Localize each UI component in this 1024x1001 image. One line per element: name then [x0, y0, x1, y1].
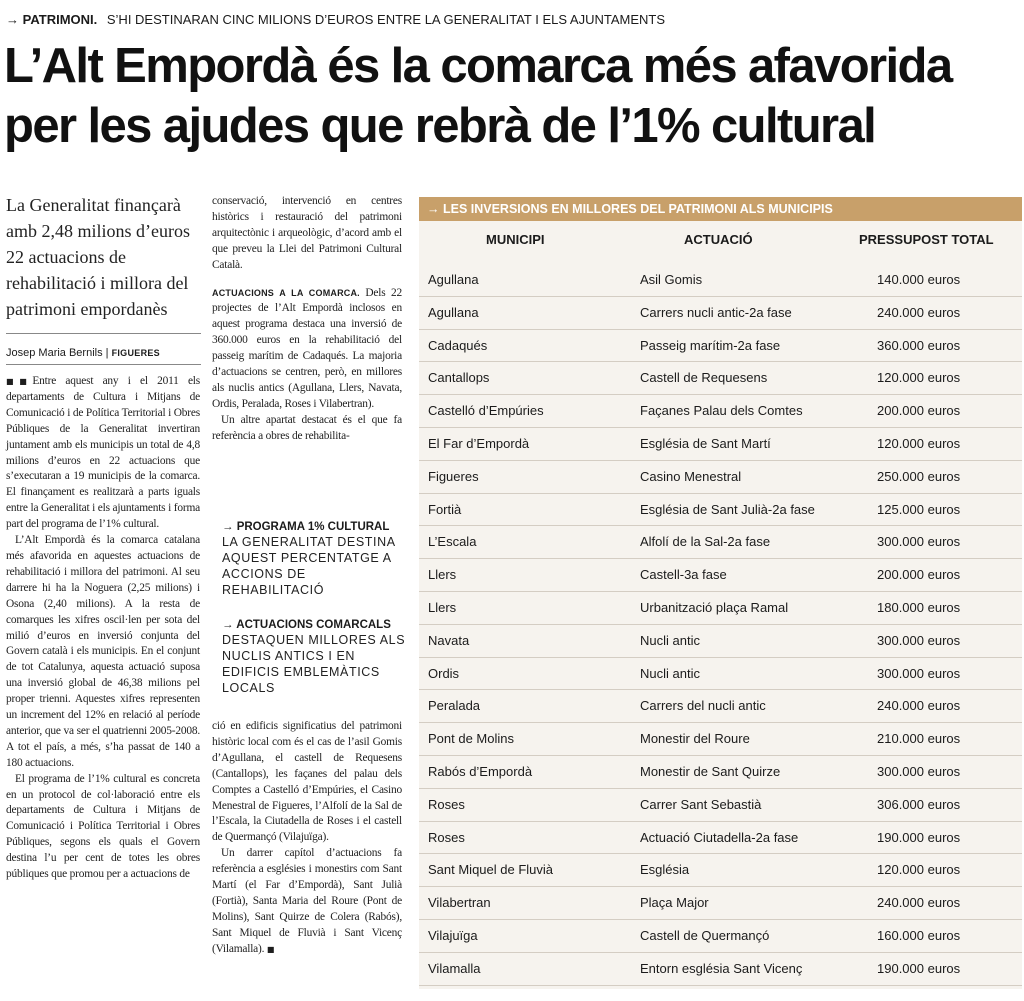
- cell-pressupost: 120.000 euros: [877, 862, 961, 878]
- table-row: [419, 330, 1022, 363]
- table-row: [419, 723, 1022, 756]
- cell-pressupost: 210.000 euros: [877, 731, 961, 747]
- body-paragraph: El programa de l’1% cultural es concreta en un protocol de col·laboració entre els departaments de Cultura i Mitjans de Comunicació i Política Territorial i Obres Públiques, segons els quals el Govern destina l’u per cent de totes les obres públiques que promou per a actuacions de: [6, 772, 200, 881]
- table-row: [419, 854, 1022, 887]
- cell-municipi: L’Escala: [428, 534, 477, 550]
- cell-actuacio: Església: [640, 862, 690, 878]
- cell-municipi: Roses: [428, 796, 465, 812]
- byline: [6, 346, 201, 365]
- cell-pressupost: 125.000 euros: [877, 501, 961, 517]
- cell-municipi: Navata: [428, 632, 470, 648]
- cell-pressupost: 300.000 euros: [877, 632, 961, 648]
- table-row: [419, 297, 1022, 330]
- pullquote-text: DESTAQUEN MILLORES ALS NUCLIS ANTICS I EN EDIFICIS EMBLEMÀTICS LOCALS: [222, 633, 406, 695]
- cell-pressupost: 300.000 euros: [877, 763, 961, 779]
- kicker-section: PATRIMONI.: [22, 12, 98, 27]
- column-header-actuacio: ACTUACIÓ: [684, 232, 753, 247]
- cell-pressupost: 240.000 euros: [877, 895, 961, 911]
- cell-actuacio: Església de Sant Martí: [640, 435, 771, 451]
- cell-municipi: Vilabertran: [428, 895, 491, 911]
- pullquote: [222, 618, 406, 696]
- pullquote-text: LA GENERALITAT DESTINA AQUEST PERCENTATGE A ACCIONS DE REHABILITACIÓ: [222, 535, 395, 597]
- table-title: → LES INVERSIONS EN MILLORES DEL PATRIMONI ALS MUNICIPIS: [419, 197, 1022, 221]
- cell-actuacio: Alfolí de la Sal-2a fase: [640, 534, 771, 550]
- cell-actuacio: Església de Sant Julià-2a fase: [640, 501, 815, 517]
- table-row: [419, 494, 1022, 527]
- table-row: [419, 592, 1022, 625]
- table-body: [419, 264, 1022, 986]
- cell-municipi: Cantallops: [428, 370, 490, 386]
- table-row: [419, 559, 1022, 592]
- cell-municipi: Vilajuïga: [428, 927, 478, 943]
- body-column-1: [6, 374, 200, 883]
- headline-line-1: L’Alt Empordà és la comarca més afavorida: [4, 39, 952, 93]
- cell-municipi: Rabós d’Empordà: [428, 763, 533, 779]
- cell-pressupost: 190.000 euros: [877, 960, 961, 976]
- cell-actuacio: Carrer Sant Sebastià: [640, 796, 762, 812]
- cell-actuacio: Actuació Ciutadella-2a fase: [640, 829, 799, 845]
- column-header-municipi: MUNICIPI: [486, 232, 545, 247]
- cell-actuacio: Passeig marítim-2a fase: [640, 337, 781, 353]
- body-paragraph: L’Alt Empordà és la comarca catalana més afavorida en aquestes actuacions de rehabilitació i millora del patrimoni. Al seu darrere hi ha la Noguera (2,25 milions) i Osona (2,40 milions). A la resta de comarques les xifres oscil·len per sota del milió d’euros en inversió conjunta del Govern català i els municipis. En el conjunt de tot Catalunya, aquesta actuació suposa una inversió global de 46,38 milions pel proper trienni. Aquestes xifres representen un increment del 12% en relació al període anterior, que va ser el quatrienni 2005-2008. A tot el país, a més, s’ha passat de 140 a 180 actuacions.: [6, 534, 200, 769]
- table-row: [419, 625, 1022, 658]
- byline-author: Josep Maria Bernils: [6, 347, 103, 359]
- divider: [6, 333, 201, 334]
- lead-paragraph: La Generalitat finançarà amb 2,48 milions d’euros 22 actuacions de rehabilitació i millora del patrimoni empordanès: [6, 195, 190, 319]
- subhead: ACTUACIONS A LA COMARCA.: [212, 287, 360, 298]
- table-row: [419, 362, 1022, 395]
- cell-actuacio: Monestir de Sant Quirze: [640, 763, 781, 779]
- cell-municipi: Castelló d’Empúries: [428, 403, 544, 419]
- cell-actuacio: Castell de Quermançó: [640, 927, 770, 943]
- body-paragraph: conservació, intervenció en centres històrics i restauració del patrimoni arquitectònic i arqueològic, d’acord amb el que preveu la Llei del Patrimoni Cultural Català.: [212, 195, 402, 271]
- cell-pressupost: 120.000 euros: [877, 435, 961, 451]
- table-row: [419, 658, 1022, 691]
- cell-actuacio: Castell-3a fase: [640, 567, 727, 583]
- headline: [4, 36, 1020, 156]
- body-paragraph: ACTUACIONS A LA COMARCA. Dels 22 projectes de l’Alt Empordà inclosos en aquest programa destaca una inversió de 360.000 euros en la rehabilitació del passeig marítim de Cadaqués. La majoria d’actuacions se centren, però, en millores als nuclis antics (Agullana, Llers, Navata, Ordis, Peralada, Roses i Vilabertran).: [212, 286, 402, 410]
- byline-separator: |: [105, 347, 109, 359]
- cell-pressupost: 300.000 euros: [877, 534, 961, 550]
- cell-pressupost: 240.000 euros: [877, 698, 961, 714]
- cell-municipi: El Far d’Empordà: [428, 435, 530, 451]
- cell-pressupost: 306.000 euros: [877, 796, 961, 812]
- cell-actuacio: Asil Gomis: [640, 272, 703, 287]
- cell-actuacio: Plaça Major: [640, 895, 709, 911]
- cell-municipi: Vilamalla: [428, 960, 481, 976]
- cell-actuacio: Carrers del nucli antic: [640, 698, 766, 714]
- table-row: [419, 756, 1022, 789]
- table-row: [419, 461, 1022, 494]
- body-column-2-top: [212, 194, 402, 445]
- cell-actuacio: Façanes Palau dels Comtes: [640, 403, 803, 419]
- table-row: [419, 920, 1022, 953]
- cell-actuacio: Urbanització plaça Ramal: [640, 599, 789, 615]
- cell-pressupost: 200.000 euros: [877, 403, 961, 419]
- investments-table: [419, 197, 1022, 989]
- cell-actuacio: Nucli antic: [640, 632, 700, 648]
- cell-actuacio: Nucli antic: [640, 665, 700, 681]
- cell-municipi: Llers: [428, 567, 457, 583]
- cell-municipi: Figueres: [428, 468, 479, 484]
- column-header-pressupost: PRESSUPOST TOTAL: [859, 232, 994, 247]
- cell-municipi: Peralada: [428, 698, 481, 714]
- cell-pressupost: 240.000 euros: [877, 304, 961, 320]
- cell-pressupost: 360.000 euros: [877, 337, 961, 353]
- kicker: [6, 12, 1016, 28]
- table-row: [419, 953, 1022, 986]
- cell-actuacio: Castell de Requesens: [640, 370, 768, 386]
- cell-pressupost: 190.000 euros: [877, 829, 961, 845]
- table-row: [419, 690, 1022, 723]
- cell-pressupost: 140.000 euros: [877, 272, 961, 287]
- end-marker-icon: ■: [266, 944, 274, 954]
- cell-municipi: Agullana: [428, 304, 479, 320]
- table-header: [419, 225, 1022, 255]
- cell-actuacio: Carrers nucli antic-2a fase: [640, 304, 792, 320]
- cell-pressupost: 180.000 euros: [877, 599, 961, 615]
- cell-municipi: Sant Miquel de Fluvià: [428, 862, 554, 878]
- table-row: [419, 428, 1022, 461]
- table-row: [419, 395, 1022, 428]
- cell-pressupost: 120.000 euros: [877, 370, 961, 386]
- cell-pressupost: 160.000 euros: [877, 927, 961, 943]
- cell-municipi: Agullana: [428, 272, 479, 287]
- body-paragraph: ■■Entre aquest any i el 2011 els departaments de Cultura i Mitjans de Comunicació i de Política Territorial i Obres Públiques de la Generalitat invertiran juntament amb els municipis un total de 4,8 milions d’euros en 22 actuacions que s’executaran a 19 municipis de la comarca. El finançament es realitzarà a parts iguals entre la Generalitat i els ajuntaments i forma part del programa de l’1% cultural.: [6, 375, 200, 531]
- kicker-arrow-icon: →: [6, 12, 19, 27]
- table-row: [419, 789, 1022, 822]
- cell-municipi: Ordis: [428, 665, 460, 681]
- table-row: [419, 264, 1022, 297]
- table-row: [419, 822, 1022, 855]
- body-paragraph: ció en edificis significatius del patrimoni històric local com és el cas de l’asil Gomis d’Agullana, el castell de Requesens (Cantallops), les façanes del palau dels Comptes a Castelló d’Empúries, el Casino Menestral de Figueres, l’Alfolí de la Sal de l’Escala, la Ciutadella de Roses i el castell de Quermançó (Vilajuïga).: [212, 720, 402, 844]
- cell-municipi: Cadaqués: [428, 337, 488, 353]
- cell-actuacio: Entorn església Sant Vicenç: [640, 960, 803, 976]
- intro-marker-icon: ■■: [6, 377, 33, 386]
- body-paragraph: Un altre apartat destacat és el que fa referència a obres de rehabilita-: [212, 413, 402, 442]
- pullquote: [222, 520, 406, 598]
- table-row: [419, 887, 1022, 920]
- kicker-text: S’HI DESTINARAN CINC MILIONS D’EUROS ENTRE LA GENERALITAT I ELS AJUNTAMENTS: [106, 12, 666, 27]
- cell-municipi: Pont de Molins: [428, 731, 514, 747]
- headline-line-2: per les ajudes que rebrà de l’1% cultural: [4, 99, 876, 153]
- body-paragraph: Un darrer capítol d’actuacions fa referència a esglésies i monestirs com Sant Martí (el Far d’Empordà), Sant Julià (Fortià), Santa Maria del Roure (Pont de Molins), Sant Quirze de Colera (Rabós), Sant Miquel de Fluvià i Sant Vicenç (Vilamalla). ■: [212, 847, 402, 955]
- pullquote-label: → PROGRAMA 1% CULTURAL: [222, 521, 390, 533]
- pullquote-label: → ACTUACIONS COMARCALS: [222, 619, 391, 631]
- cell-municipi: Fortià: [428, 501, 462, 517]
- cell-municipi: Llers: [428, 599, 457, 615]
- cell-municipi: Roses: [428, 829, 465, 845]
- byline-place: FIGUERES: [111, 348, 160, 358]
- cell-pressupost: 200.000 euros: [877, 567, 961, 583]
- cell-actuacio: Monestir del Roure: [640, 731, 750, 747]
- cell-pressupost: 300.000 euros: [877, 665, 961, 681]
- cell-actuacio: Casino Menestral: [640, 468, 742, 484]
- cell-pressupost: 250.000 euros: [877, 468, 961, 484]
- table-row: [419, 526, 1022, 559]
- body-column-2-bottom: [212, 719, 402, 958]
